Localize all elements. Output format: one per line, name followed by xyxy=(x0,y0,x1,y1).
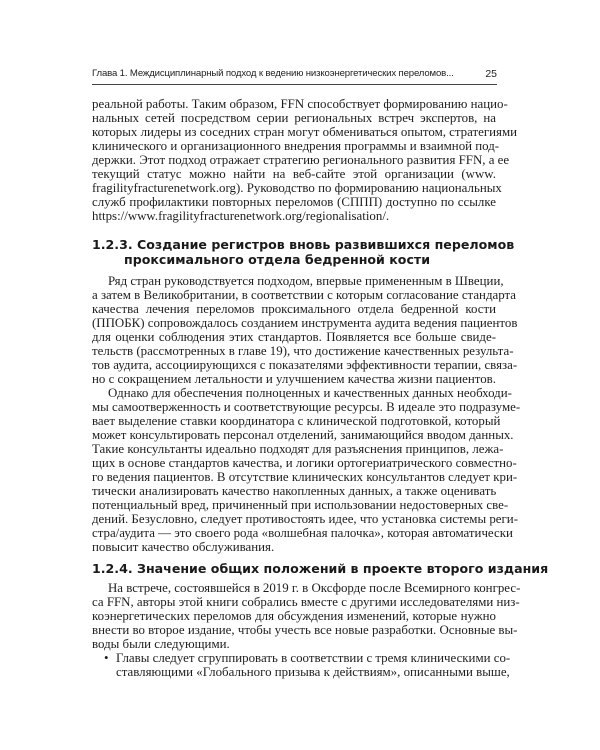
text-line: Такие консультанты идеально подходят для разъяснения принципов, лежа- xyxy=(92,442,504,456)
text-line: реальной работы. Таким образом, FFN способствует формированию нацио- xyxy=(92,97,508,111)
text-line: качества лечения переломов проксимального отдела бедренной кости xyxy=(92,302,496,316)
section-heading-1-2-3 xyxy=(92,237,514,267)
text-line: стра/аудита — это своего рода «волшебная палочка», которая автоматически xyxy=(92,526,513,540)
text-line: для оценки соблюдения этих стандартов. Появляется все больше свиде- xyxy=(92,330,496,344)
text-line: может консультировать персонал отделений, занимающийся вводом данных. xyxy=(92,428,514,442)
text-line: тически анализировать качество накопленных данных, а также оценивать xyxy=(92,484,497,498)
paragraph-registries xyxy=(92,274,518,386)
text-line: вает выделение ставки координатора с клинической подготовкой, который xyxy=(92,414,501,428)
page-number: 25 xyxy=(485,68,497,80)
text-line: клинического и организационного внедрения программы и взаимной под- xyxy=(92,139,500,153)
text-line: fragilityfracturenetwork.org). Руководство по формированию национальных xyxy=(92,181,502,195)
text-line: держки. Этот подход отражает стратегию регионального развития FFN, а ее xyxy=(92,153,510,167)
text-line: служб профилактики повторных переломов (СППП) доступно по ссылке xyxy=(92,195,496,209)
text-line: потенциальный вред, причиненный при использовании недостоверных све- xyxy=(92,498,509,512)
text-line: нальных сетей посредством серии региональных встреч экспертов, на xyxy=(92,111,496,125)
text-line: На встрече, состоявшейся в 2019 г. в Оксфорде после Всемирного конгрес- xyxy=(108,581,521,595)
text-line: ставляющими «Глобального призыва к действиям», описанными выше, xyxy=(116,665,510,679)
chapter-title: Глава 1. Междисциплинарный подход к ведению низкоэнергетических переломов... xyxy=(92,68,454,79)
text-line: са FFN, авторы этой книги собрались вместе с другими исследователями низ- xyxy=(92,595,520,609)
text-line: https://www.fragilityfracturenetwork.org/regionalisation/. xyxy=(92,209,390,223)
text-line: внести во второе издание, чтобы учесть все новые разработки. Основные вы- xyxy=(92,623,518,637)
text-line: тов аудита, ассоциирующихся с показателями эффективности терапии, связа- xyxy=(92,358,518,372)
paragraph-data-quality xyxy=(92,386,521,554)
text-line: тельств (рассмотренных в главе 19), что достижение качественных результа- xyxy=(92,344,514,358)
text-line: (ППОБК) сопровождалось созданием инструмента аудита ведения пациентов xyxy=(92,316,518,330)
text-line: воды были следующими. xyxy=(92,637,230,651)
text-line: но с сокращением летальности и улучшением качества жизни пациентов. xyxy=(92,372,496,386)
text-line: а затем в Великобритании, в соответствии с которым согласование стандарта xyxy=(92,288,517,302)
text-line: коэнергетических переломов для обсуждения изменений, которые нужно xyxy=(92,609,496,623)
paragraph-oxford-meeting xyxy=(92,581,521,651)
text-line: щих в основе стандартов качества, и логики ортогериатрического совместно- xyxy=(92,456,517,470)
text-line: мы самоотверженность и соответствующие ресурсы. В идеале это подразуме- xyxy=(92,400,521,414)
text-line: дений. Безусловно, следует противостоять идее, что установка системы реги- xyxy=(92,512,518,526)
heading-line: 1.2.3. Создание регистров вновь развившихся переломов xyxy=(92,237,515,252)
text-line: текущий статус можно найти на веб-сайте этой организации (www. xyxy=(92,167,496,181)
section-heading-1-2-4: 1.2.4. Значение общих положений в проекте второго издания xyxy=(92,561,549,576)
text-line: повысит качество обслуживания. xyxy=(92,540,275,554)
text-line: го ведения пациентов. В отсутствие клинических консультантов следует кри- xyxy=(92,470,518,484)
running-header xyxy=(92,66,497,85)
paragraph-ffn xyxy=(92,97,518,223)
text-line: которых лидеры из соседних стран могут обмениваться опытом, стратегиями xyxy=(92,125,518,139)
text-line: Ряд стран руководствуется подходом, впервые примененным в Швеции, xyxy=(108,274,504,288)
bullet-icon: • xyxy=(104,651,109,665)
heading-line: проксимального отдела бедренной кости xyxy=(124,252,431,267)
bullet-item xyxy=(92,651,511,679)
text-line: Главы следует сгруппировать в соответствии с тремя клиническими со- xyxy=(116,651,511,665)
text-line: Однако для обеспечения полноценных и качественных данных необходи- xyxy=(108,386,512,400)
